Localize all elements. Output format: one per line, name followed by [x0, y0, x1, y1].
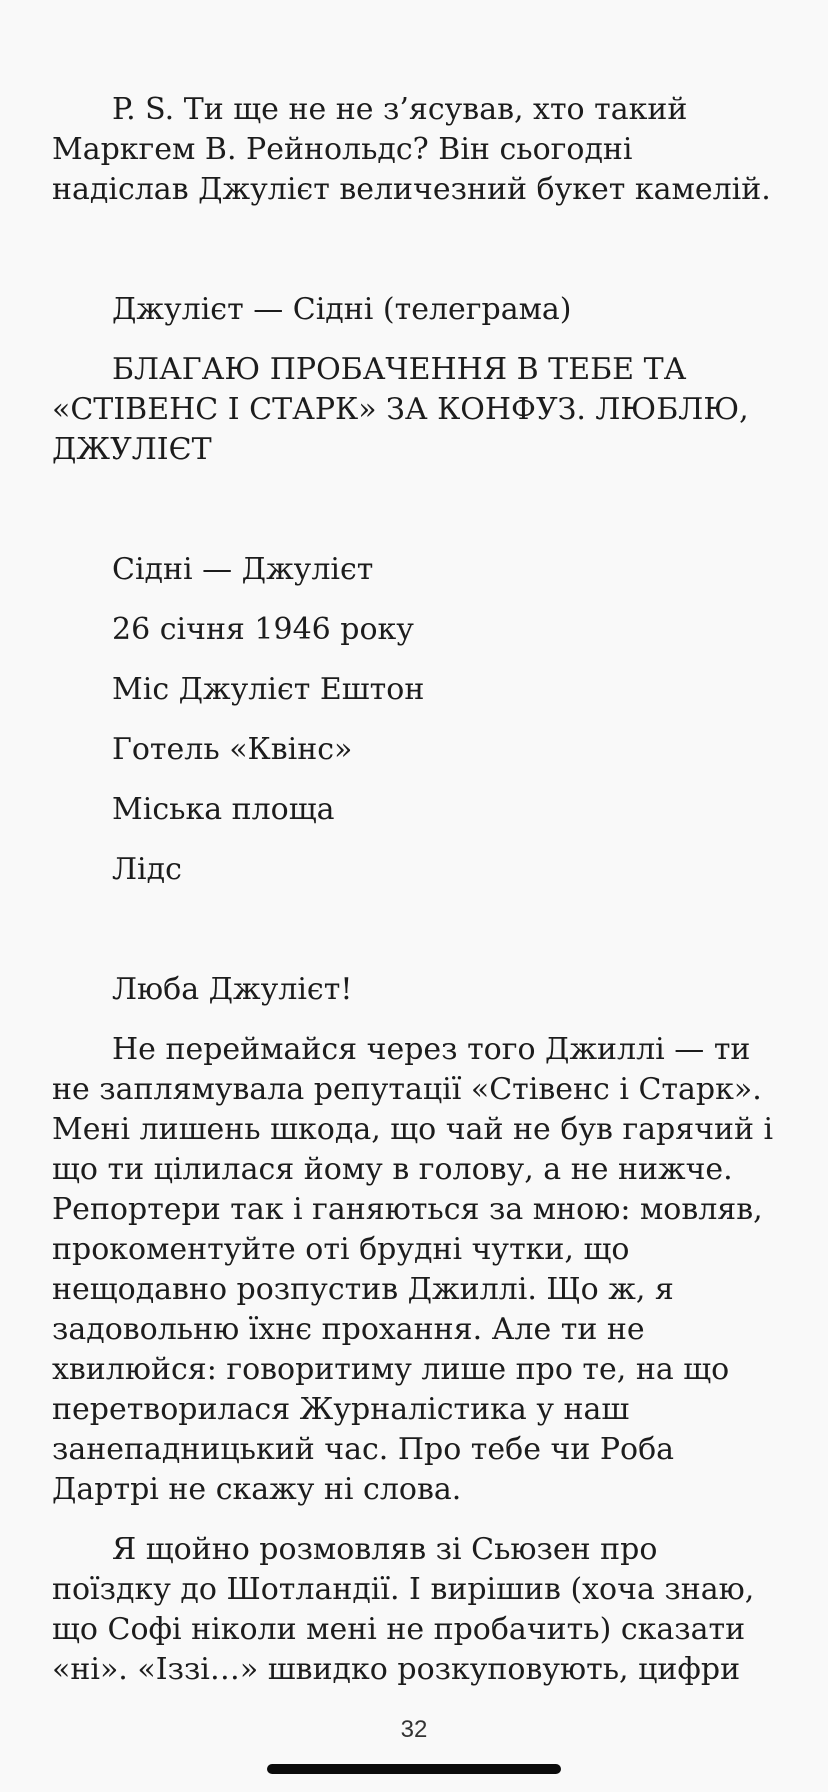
body-paragraph: Я щойно розмовляв зі Сьюзен про поїздку до Шотландії. І вирішив (хоча знаю, що Софі ніколи мені не пробачить) сказати «ні». «Іззі…» швидко розкуповують, цифри	[52, 1532, 755, 1687]
section-gap	[52, 910, 776, 970]
reader-page-text	[52, 90, 776, 1710]
home-indicator[interactable]	[267, 1764, 561, 1774]
address-line: Міська площа	[112, 792, 335, 827]
section-gap	[52, 230, 776, 290]
page-number: 32	[400, 1716, 428, 1743]
letter-header: Сідні — Джулієт	[112, 552, 374, 587]
section-gap	[52, 490, 776, 550]
letter-date: 26 січня 1946 року	[112, 612, 414, 647]
telegram-header: Джулієт — Сідні (телеграма)	[112, 292, 572, 327]
address-line: Готель «Квінс»	[112, 732, 353, 767]
address-line: Міс Джулієт Ештон	[112, 672, 425, 707]
salutation: Люба Джулієт!	[112, 972, 353, 1007]
address-line: Лідс	[112, 852, 182, 887]
postscript-paragraph: P. S. Ти ще не не з’ясував, хто такий Маркгем В. Рейнольдс? Він сьогодні надіслав Джулієт величезний букет камелій.	[52, 92, 771, 207]
body-paragraph: Не переймайся через того Джиллі — ти не заплямувала репутації «Стівенс і Старк». Мені лишень шкода, що чай не був гарячий і що ти цілилася йому в голову, а не нижче. Репортери так і ганяються за мною: мовляв, прокоментуйте оті брудні чутки, що нещодавно розпустив Джиллі. Що ж, я задовольню їхнє прохання. Але ти не хвилюйся: говоритиму лише про те, на що перетворилася Журналістика у наш занепадницький час. Про тебе чи Роба Дартрі не скажу ні слова.	[52, 1032, 774, 1507]
telegram-body: БЛАГАЮ ПРОБАЧЕННЯ В ТЕБЕ ТА «СТІВЕНС І СТАРК» ЗА КОНФУЗ. ЛЮБЛЮ, ДЖУЛІЄТ	[52, 352, 749, 467]
